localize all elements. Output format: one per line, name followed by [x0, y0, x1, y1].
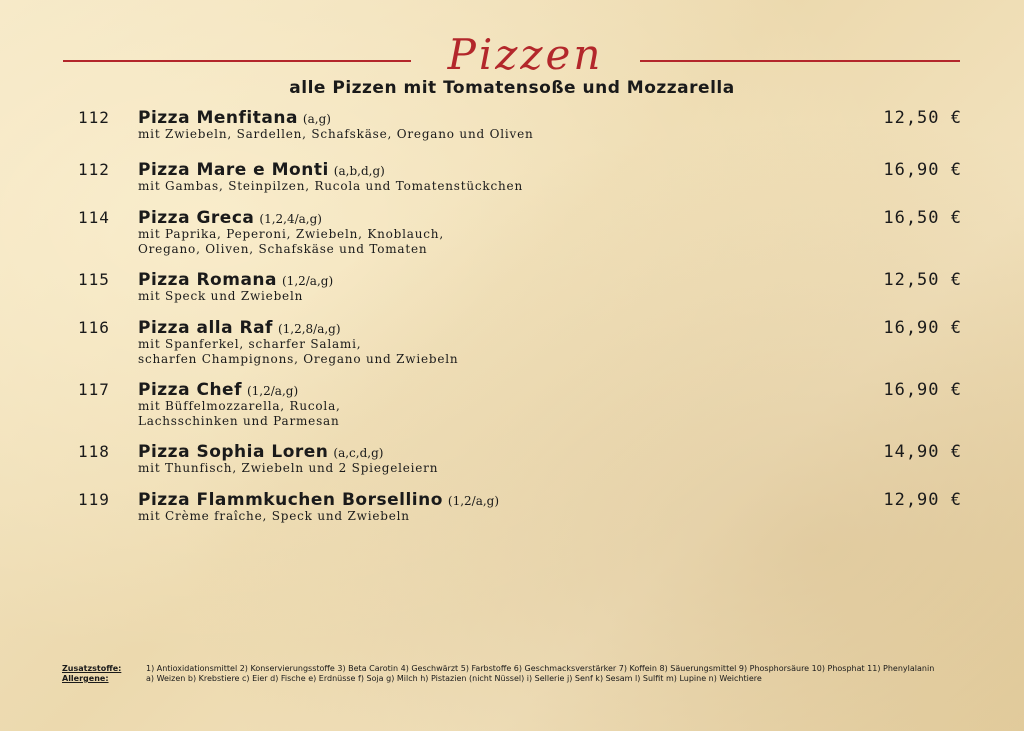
heading-rule-left: [63, 60, 411, 62]
item-allergens: (1,2,4/a,g): [259, 212, 322, 226]
item-description: [138, 127, 818, 142]
item-price: 12,50 €: [883, 270, 962, 290]
item-name-line: [138, 270, 333, 290]
item-description: [138, 227, 818, 257]
item-description-line: mit Paprika, Peperoni, Zwiebeln, Knoblauch,: [138, 227, 444, 241]
item-number: 117: [78, 380, 110, 399]
item-name: Pizza alla Raf: [138, 318, 273, 338]
item-description-line: Oregano, Oliven, Schafskäse und Tomaten: [138, 242, 428, 256]
item-price: 14,90 €: [883, 442, 962, 462]
allergens-text: a) Weizen b) Krebstiere c) Eier d) Fische e) Erdnüsse f) Soja g) Milch h) Pistazien (nicht Nüssel) i) Sellerie j) Senf k) Sesam l) Sulfit m) Lupine n) Weichtiere: [146, 674, 762, 683]
item-description-line: scharfen Champignons, Oregano und Zwiebeln: [138, 352, 459, 366]
menu-heading: [0, 30, 1024, 80]
item-number: 114: [78, 208, 110, 227]
item-description: [138, 399, 818, 429]
item-name-line: [138, 442, 383, 462]
item-name-line: [138, 108, 331, 128]
item-allergens: (a,g): [302, 112, 331, 126]
item-name: Pizza Romana: [138, 270, 277, 290]
additives-row: [62, 664, 962, 674]
heading-rule-right: [640, 60, 960, 62]
item-description-line: Lachsschinken und Parmesan: [138, 414, 340, 428]
item-description: [138, 461, 818, 476]
allergens-row: [62, 674, 962, 684]
item-name-line: [138, 208, 322, 228]
item-description: [138, 289, 818, 304]
item-number: 119: [78, 490, 110, 509]
item-allergens: (1,2,8/a,g): [277, 322, 341, 336]
item-allergens: (1,2/a,g): [246, 384, 299, 398]
item-name: Pizza Mare e Monti: [138, 160, 329, 180]
item-description: [138, 337, 818, 367]
allergens-label: Allergene:: [62, 674, 109, 683]
item-number: 118: [78, 442, 110, 461]
item-number: 112: [78, 108, 110, 127]
item-price: 16,90 €: [883, 380, 962, 400]
item-allergens: (a,b,d,g): [333, 164, 385, 178]
item-description-line: mit Gambas, Steinpilzen, Rucola und Tomatenstückchen: [138, 179, 523, 193]
item-price: 16,50 €: [883, 208, 962, 228]
item-name-line: [138, 490, 499, 510]
item-name: Pizza Flammkuchen Borsellino: [138, 490, 443, 510]
page-title: Pizzen: [447, 30, 604, 79]
page-subtitle: alle Pizzen mit Tomatensoße und Mozzarella: [289, 78, 735, 98]
additives-label: Zusatzstoffe:: [62, 664, 122, 673]
item-description-line: mit Büffelmozzarella, Rucola,: [138, 399, 341, 413]
item-name: Pizza Sophia Loren: [138, 442, 329, 462]
item-number: 112: [78, 160, 110, 179]
item-price: 12,50 €: [883, 108, 962, 128]
item-name-line: [138, 160, 385, 180]
item-allergens: (1,2/a,g): [447, 494, 500, 508]
item-description: [138, 179, 818, 194]
item-number: 115: [78, 270, 110, 289]
item-description-line: mit Crème fraîche, Speck und Zwiebeln: [138, 509, 410, 523]
item-price: 16,90 €: [883, 160, 962, 180]
item-name-line: [138, 318, 341, 338]
additives-text: 1) Antioxidationsmittel 2) Konservierungsstoffe 3) Beta Carotin 4) Geschwärzt 5) Farbstoffe 6) Geschmacksverstärker 7) Koffein 8) Säuerungsmittel 9) Phosphorsäure 10) Phosphat 11) Phenylalanin: [146, 664, 935, 673]
item-number: 116: [78, 318, 110, 337]
item-price: 12,90 €: [883, 490, 962, 510]
item-name-line: [138, 380, 298, 400]
footer-notes: [62, 664, 962, 684]
item-allergens: (a,c,d,g): [333, 446, 384, 460]
item-description-line: mit Zwiebeln, Sardellen, Schafskäse, Oregano und Oliven: [138, 127, 534, 141]
item-allergens: (1,2/a,g): [282, 274, 334, 288]
item-description: [138, 509, 818, 524]
item-description-line: mit Thunfisch, Zwiebeln und 2 Spiegeleiern: [138, 461, 439, 475]
item-name: Pizza Menfitana: [138, 108, 298, 128]
item-description-line: mit Speck und Zwiebeln: [138, 289, 304, 303]
item-description-line: mit Spanferkel, scharfer Salami,: [138, 337, 362, 351]
item-name: Pizza Chef: [138, 380, 242, 400]
item-name: Pizza Greca: [138, 208, 255, 228]
item-price: 16,90 €: [883, 318, 962, 338]
